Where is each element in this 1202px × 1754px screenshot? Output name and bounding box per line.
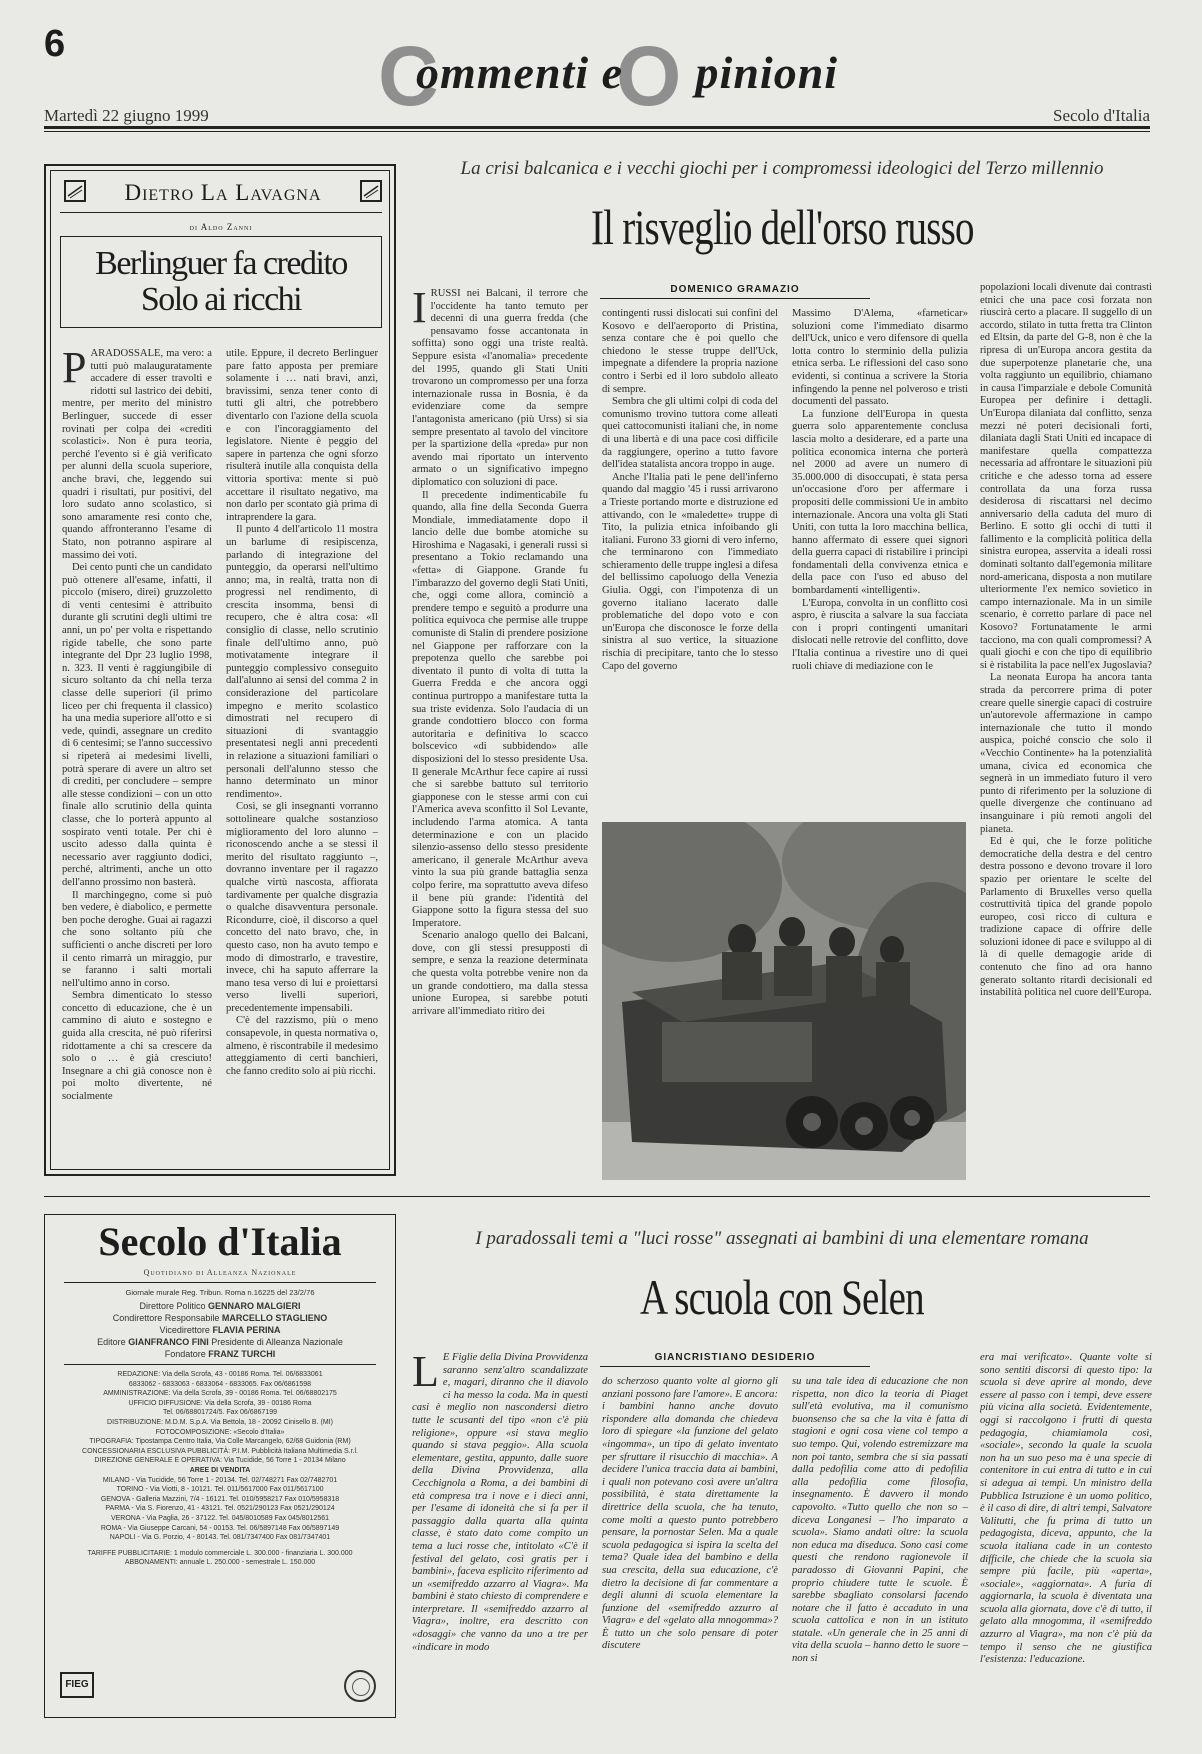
bottom-text-col2: do scherzoso quanto volte al giorno gli anziani possono fare l'amore». E ancora: i bambini hanno anche dovuto rispondere alla domanda che chiedeva loro di spiegare «la funzione del gelato «ingomma», un tipo di gelato inventato per sfruttare il risucchio di macchia». A decidere l'unica traccia data ai bambini, i quali non potevano così avere un'altra possibilità, è stata direttamente la direttrice della scuola, che ha tenuto, come molti a questo punto potrebbero pensare, la pornostar Selen. Ma a quale scuola pedagogica si ispira la scelta del tema? Quale idea del bambino e della sua crescita, della sua educazione, c'è dietro la decisione di far commentare a degli alunni di scuola elementare la funzione del «semifreddo azzurro al Viagra» e del «gelato alla mnogomma»? È tutto un che solo pensare di poter discutere: [602, 1376, 778, 1652]
main-byline-rule: [600, 298, 870, 299]
main-text-col2: contingenti russi dislocati sui confini del Kosovo e dell'aeroporto di Pristina, senza contare che è poi quello che chiedono le stesse truppe dell'Uck, impegnate a difendere la propria nazione contro i Serbi ed il loro subdolo alleato di sempre. Sembra che gli ultimi colpi di coda del comunismo trovino tuttora come alleati quei cattocomunisti italiani che, in nome di una libertà e di una pace così difficile da raggiungere, operino a tutto favore dell'idea statalista ancora troppo in auge. Anche l'Italia patì le pene dell'inferno quando dal maggio '45 i russi arrivarono a Trieste portando morte e distruzione ed attivando, con le «maledette» truppe di Tito, la pulizia etnica infoibando gli italiani. Furono 33 giorni di vero inferno, che terminarono con l'immediato schieramento delle truppe inglesi a difesa del bellissimo capoluogo della Venezia Giulia. Oggi, con l'impotenza di un governo italiano lacerato dalle problematiche del dopo voto e con un'Europa che disconosce le forze della sinistra al suo vertice, la situazione rischia di precipitare, tanto che lo stesso Capo del governo: [602, 308, 778, 672]
role-line: Condirettore Responsabile MARCELLO STAGLIENO: [112, 1313, 328, 1323]
main-text-col3: Massimo D'Alema, «farneticar» soluzioni come l'immediato disarmo dell'Uck, unico e vero difensore di quella lotta contro lo sterminio della pulizia etnica serba. Le riflessioni del caso sono evidenti, si continua a scrivere la Storia infingendo la penne nel polveroso e tristi documenti del passato. La funzione dell'Europa in questa guerra solo apparentemente conclusa lascia molto a desiderare, ed a parte una politica economica interna che porterà nel 2000 ad avere un numero di 35.000.000 di disoccupati, è stata persa un'occasione d'oro per affermare i propositi delle commissioni Ue in ambito internazionale. Ancora una volta gli Stati Uniti, con tutta la loro macchina bellica, hanno affermato di essere quei signori della guerra capaci di ristabilire i principi fondamentali della convivenza etnica e della pace con l'uso ed abuso del bombardamenti «intelligenti». L'Europa, convolta in un conflitto così aspro, è riuscita a salvare la sua facciata con i propri contingenti umanitari dislocati nelle retrovie del conflitto, dove l'Italia continua a rivestire uno di quei ruoli chiave di mediazione con le: [792, 308, 968, 672]
bottom-dropcap: L: [412, 1352, 439, 1396]
rubric-rule: [60, 212, 382, 213]
bottom-byline: GIANCRISTIANO DESIDERIO: [654, 1352, 816, 1363]
role-line: Vicedirettore FLAVIA PERINA: [159, 1325, 281, 1335]
column-byline: di Aldo Zanni: [189, 222, 253, 232]
header-rule-thin: [44, 131, 1150, 132]
column-text-col2: utile. Eppure, il decreto Berlinguer pare fatto apposta per premiare solamente i … nati bravi, anzi, bravissimi, senza tener conto di tutti gli altri, che potrebbero diventarlo con l'azione della scuola e con l'incoraggiamento del legislatore. Niente è peggio del sapere in partenza che ogni sforzo risulterà inutile alla conquista della vittoria sportiva: mente si può accettare il risultato negativo, ma non darlo per scontato già prima di intraprendere la gara. Il punto 4 dell'articolo 11 mostra un barlume di resipiscenza, parlando di integrazione del punteggio, da operarsi nell'ultimo anno; ma, in realtà, tratta non di progressi nel rendimento, di crescita insomma, bensì di recupero, che è altra cosa: «Il consiglio di classe, nello scrutinio finale dell'ultimo anno, può motivatamente integrare il punteggio complessivo conseguito dall'alunno ai sensi del comma 2 in considerazione del particolare impegno e merito scolastico dimostrati nel recupero di situazioni di svantaggio presentatesi negli anni precedenti in relazione a situazioni familiari o personali dell'alunno stesso che hanno determinato un minor rendimento». Così, se gli insegnanti vorranno sottolineare qualche sostanzioso miglioramento del loro alunno – riconoscendo anche a se stessi il merito del risultato raggiunto –, dovranno inventare per il ragazzo qualche virtù nascosta, affiorata tardivamente per qualche disgrazia o qualche disavventura personale. Ricondurre, cioè, il discorso a quel concetto del nato bravo, che, in questo caso, non ha avuto tempo e modo di dimostrarlo, e travestire, invece, chi ha saputo afferrare la mano tesa verso di lui e proiettarsi verso livelli superiori, precedentemente impensabili. C'è del razzismo, più o meno consapevole, in questa normativa o, almeno, è riscontrabile il medesimo atteggiamento di certi banchieri, che fanno credito solo ai più ricchi.: [226, 348, 378, 1077]
masthead-roles: [44, 1300, 396, 1360]
header-rule: [44, 126, 1150, 129]
fieg-logo: FIEG: [60, 1672, 94, 1698]
section-title: [378, 29, 839, 123]
main-photo: [602, 822, 966, 1180]
masthead-rule-2: [64, 1364, 376, 1365]
bottom-title: A scuola con Selen: [640, 1269, 924, 1325]
rubric-left-icon: [64, 180, 86, 202]
section-separator: [44, 1196, 1150, 1197]
masthead-seal: [344, 1670, 376, 1702]
role-line: Editore GIANFRANCO FINI Presidente di Alleanza Nazionale: [97, 1337, 343, 1347]
bottom-text-col3: su una tale idea di educazione che non rispetta, non dico la teoria di Piaget sull'età evolutiva, ma il comunismo buonsenso che sa che la vita è fatta di stagioni e ogni cosa viene col tempo a suo tempo. Qui, volendo estremizzare ma non poi tanto, sembra che si sia passati dalla pedofilia come atto di pedofilia alla pedofilia come filosofia, insegnamento. È davvero il mondo capovolto. «Tutto quello che non so – diceva Longanesi – l'ho imparato a scuola». Siamo andati oltre: la scuola non educa ma diseduca. Sono casi come questi che rendono ragionevole il paradosso di Giovanni Papini, che proprio chiudere tutte le scuole. È sarebbe sbagliato consolarsi facendo notare che il fatto è accaduto in una scuola cattolica e non in un istituto statale. «Un generale che in 25 anni di vita della scuola – hanno detto le suore – non si: [792, 1376, 968, 1665]
bottom-text-col4: era mai verificato». Quante volte si sono sentiti discorsi di questo tipo: la scuola si deve aprire al mondo, deve essere al passo con i tempi, deve essere più vicina alla società. Evidentemente, oggi si raccolgono i frutti di questa pedagogia, chiamiamola così, «sociale», secondo la quale la scuola non ha un suo peso ma è una specie di contenitore in cui entra di tutto e in cui si adegua ai tempi. Un ministro della Pubblica Istruzione è un uomo politico, è il caso di dire, di altri tempi, Salvatore Valitutti, che fu prima di tutto un pedagogista, diceva, appunto, che la scuola italiana cade in un contesto difficile, che chiede che la scuola sia sempre più facile, più «aperta», «sociale», «aggiornata». A furia di aggiornarla, la scuola è diventata una scuola alla giornata, dove c'è di tutto, il gelato alla mnogomma, il «semifreddo azzurro al Viagra», ma non c'è più da tempo il senso che ne giustifica l'esistenza: l'educazione.: [980, 1352, 1152, 1666]
masthead-registration: Giornale murale Reg. Tribun. Roma n.16225 del 23/2/76: [125, 1288, 315, 1297]
issue-date: Martedì 22 giugno 1999: [44, 106, 209, 125]
masthead-title: Secolo d'Italia: [98, 1219, 342, 1264]
column-title-line-1: Berlinguer fa credito: [95, 245, 347, 282]
main-kicker: La crisi balcanica e i vecchi giochi per i compromessi ideologici del Terzo millennio: [460, 158, 1104, 179]
main-text-col1: I RUSSI nei Balcani, il terrore che l'occidente ha tanto temuto per decenni di una guerra fredda (che pensavamo fosse accantonata in soffitta) sono oggi una triste realtà. Seppure esista «l'anomalia» precedente del 1995, quando gli Stati Uniti trovarono un compromesso per una forza internazionale russa in Bosnia, è da evidenziare come da sempre l'antagonista americano (più Urss) si sia sempre presentato al tavolo del vincitore per la spartizione della «preda» pur non avendo mai riportato un intervento armato o un significativo impegno diplomatico con soluzioni di pace. Il precedente indimenticabile fu quando, alla fine della Seconda Guerra Mondiale, immediatamente dopo il lancio delle due bombe atomiche su Hiroshima e Nagasaki, i generali russi si presentano a Tokio reclamando una «fetta» di Giappone. Grande fu l'imbarazzo del governo degli Stati Uniti, che, oggi come allora, cominciò a prendere tempo e seguitò a produrre una politica equivoca che permise alle truppe comuniste di Stalin di prendere posizione nel Giappone per rafforzare con la prepotenza quello che sarebbe poi diventato il punto di volta di tutta la Guerra Fredda e che ancora oggi continua purtroppo a manifestare tutta la sua triste evidenza. Solo l'audacia di un grande condottiero blocco con forma autoritaria e definitiva lo scacco bolscevico «di subbidendo» alle disposizioni del lo stesso presidente Usa. Il generale McArthur fece capire ai russi che si sarebbe battuto sul territorio giapponese con le stesse armi con cui l'America aveva sconfitto il Sol Levante, includendo l'arma atomica. A tanta determinazione e con un placido silenzio-assenso dello stesso presidente americano, il generale McArthur aveva vinto la sua più grande battaglia senza colpo ferire, ma soprattutto aveva difeso il bene più grande: l'identità del Giappone sotto la figura stessa del suo Imperatore. Scenario analogo quello dei Balcani, dove, con gli stessi presupposti di sempre, e senza la reazione determinata che questa volta potrebbe venire non da un grande condottiero, ma dalla stessa unione Europea, si sarebbe potuti arrivare all'immediato ritiro dei: [412, 288, 588, 1017]
main-text-col4: popolazioni locali divenute dai contrasti etnici che una pace così forzata non riuscirà certo a placare. Il suggello di un accordo, stilato in tutta fretta tra Clinton ed Eltsin, da parte del G-8, non è che la ripresa di un'Europa ancora gestita da due superpotenze planetarie che, una volta raggiunto un equilibrio, chiamano in causa l'imparziale e debole Comunità Europea per definire i dettagli. Un'Europa dilaniata dal conflitto, senza mezzi né poteri decisionali forti, dilaniata dagli Stati Uniti ed incapace di manifestare quella compattezza necessaria ad affrontare le situazioni più critiche e che adesso torna ad essere controllata da una forza russa desiderosa di riscattarsi nel decimo anniversario della caduta del muro di Berlino. E sotto gli occhi di tutti il fallimento e la complicità politica della sinistra europea, asservita a ideali rossi dominati soltanto dall'egemonia militare nord-americana, disposta a non mutilare ulteriormente l'ex nemico sovietico in campo internazionale. Ma in un simile scenario, è corretto parlare di pace nel Kosovo? Fortunatamente le armi tacciono, ma con quali compromessi? A quali giochi e con che tipo di equilibrio si è ristabilita la pace nell'ex Jugoslavia? La neonata Europa ha ancora tanta strada da percorrere prima di poter creare quelle sinergie capaci di costruire un'autorevole affermazione in campo internazionale che tutto il mondo auspica, poiché conscio che solo il «Vecchio Continente» ha la potenzialità umana, civica ed economica che segnerà in un immediato futuro il vero punto di riferimento per la soluzione di quelle divergenze che continuano ad insanguinare i più remoti angoli del pianeta. Ed è qui, che le forze politiche democratiche della destra e del centro destra possono e devono trovare il loro spazio per orientare le scelte del Parlamento di Bruxelles verso quella costruttività tipica del grande popolo europeo, così ricco di cultura e tradizione capace di offrire delle soluzioni idonee di pace e sviluppo al di là di quelle demagogie aride di contenuto che fino ad ora hanno generato soltanto ritardi decisionali ed instabilità politica nel cuore dell'Europa.: [980, 282, 1152, 999]
column-text-col1: P ARADOSSALE, ma vero: a tutti può malauguratamente accadere di esser travolti e ridotti sul lastrico dei debiti, mentre, per merito del ministro Berlinguer, succede di esser rovinati per colpa dei «crediti scolastici». Non è pura teoria, perché l'evento si è già verificato per alunni della scuola superiore, anche bravi, che, leggendo sui quadri i risultati, pur positivi, del loro sudato anno scolastico, si sono amaramente resi conto che, quando affronteranno l'esame di Stato, non potranno aspirare al massimo dei voti. Dei cento punti che un candidato può ottenere all'esame, infatti, il piccolo (misero, direi) gruzzoletto di venti centesimi è attribuito durante gli scrutini degli ultimi tre anni, un po' per volta e rispettando rigide tabelle, che sono parte integrante del Dpr 23 luglio 1998, n. 323. Il venti è raggiungibile di sicuro soltanto da chi nella terza classe delle superiori (il primo liceo per chi frequenta il classico) ha una media superiore all'otto e si vede, quindi, assegnare un credito di 6 centesimi; se l'anno successivo si ripeterà ai medesimi livelli, potrà sperare di avere un altro set di crediti, per concludere – sempre alle stesse condizioni – con un otto finale allo scrutinio della quinta classe, che lo porterà appunto al sospirato venti totale. Per chi è uscito adesso dalla quinta è necessario aver raggiunto dodici, perché, altrimenti, anche un otto dell'anno prossimo non basterà. Il marchingegno, come si può ben vedere, è diabolico, e permette ben poche deroghe. Guai ai ragazzi che sono soltanto più che sufficienti o anche discreti per loro il cento rimarrà un miraggio, pur se faranno i salti mortali nell'ultimo anno in corso. Sembra dimenticato lo stesso concetto di educazione, che è un cammino di aiuto e sostegno e guida alla crescita, né può riferirsi ridottamente a chi sa crescere da solo o … è già cresciuto! Insegnare a chi già conosce non è poi molto divertente, né socialmente: [62, 348, 212, 1103]
masthead-details: REDAZIONE: Via della Scrofa, 43 - 00186 Roma. Tel. 06/6833061 6833062 - 6833063 - 6833064 - 6833065. Fax 06/6861598 AMMINISTRAZIONE: Via della Scrofa, 39 - 00186 Roma. Tel. 06/68802175 UFFICIO DIFFUSIONE: Via della Scrofa, 39 - 00186 Roma Tel. 06/68801724/5. Fax 06/6867199 DISTRIBUZIONE: M.D.M. S.p.A. Via Bettola, 18 - 20092 Cinisello B. (MI) FOTOCOMPOSIZIONE: «Secolo d'Italia» TIPOGRAFIA: Tipostampa Centro Italia, Via Colle Marcangelo, 62/68 Guidonia (RM) CONCESSIONARIA ESCLUSIVA PUBBLICITÀ: P.I.M. Pubblicità Italiana Multimedia S.r.l. DIREZIONE GENERALE E OPERATIVA: Via Tucidide, 56 Torre 1 - 20134 Milano AREE DI VENDITA MILANO - Via Tucidide, 56 Torre 1 - 20134. Tel. 02/748271 Fax 02/7482701 TORINO - Via Viotti, 8 - 10121. Tel. 011/5617000 Fax 011/5617100 GENOVA - Galleria Mazzini, 7/4 - 16121. Tel. 010/5958217 Fax 010/5958318 PARMA - Via S. Fiorenzo, 41 - 43121. Tel. 0521/290123 Fax 0521/290124 VERONA - Via Paglia, 26 - 37122. Tel. 045/8010589 Fax 045/8012561 ROMA - Via Giuseppe Carcani, 54 - 00153. Tel. 06/5897148 Fax 06/5897149 NAPOLI - Via G. Porzio, 4 - 80143. Tel. 081/7347400 Fax 081/7347401 TARIFFE PUBBLICITARIE: 1 modulo commerciale L. 300.000 - finanziaria L. 300.000 ABBONAMENTI: annuale L. 250.000 - semestrale L. 150.000: [82, 1371, 358, 1567]
main-byline: DOMENICO GRAMAZIO: [670, 284, 800, 295]
bottom-byline-rule: [600, 1366, 870, 1367]
header-newspaper-name: Secolo d'Italia: [1052, 106, 1150, 125]
initial-c: C: [378, 29, 439, 123]
role-line: Fondatore FRANZ TURCHI: [164, 1349, 276, 1359]
page-number: 6: [44, 23, 66, 65]
column-dropcap: P: [62, 348, 87, 392]
bottom-kicker: I paradossali temi a "luci rosse" assegnati ai bambini di una elementare romana: [475, 1228, 1089, 1249]
rubric-right-icon: [360, 180, 382, 202]
masthead-subtitle: Quotidiano di Alleanza Nazionale: [143, 1268, 297, 1277]
bottom-text-col1: L E Figlie della Divina Provvidenza saranno senz'altro scandalizzate e, magari, diranno che il diavolo ci ha messo la coda. Ma in questi casi è meglio non nascondersi dietro tutte le scusanti del tipo «non c'è più religione», oppure «si stava meglio quando si stava peggio». Alla scuola elementare, gestita, appunto, dalle suore della Divina Provvidenza, alla Cecchignola a Roma, a dei bambini di età compresa tra i nove e i dieci anni, per l'esame di idoneità che si fa per il passaggio dalla quarta alla quinta classe, è stato dato come compito un tema a luci rosse che, intitolato «C'è il festival del gelato, così gratis per i bambini», faceva esplicito riferimento ad un «semifreddo azzarro al Viagra». Ma bambini è stato chiesto di comprendere e interpretare. Il «semifreddo azzarro al Viagra», inoltre, era descritto con «dosaggi» che vanno da uno a tre per «indicare in modo: [412, 1352, 588, 1653]
initial-o: O: [616, 29, 682, 123]
column-title-line-2: Solo ai ricchi: [140, 281, 302, 318]
masthead-rule: [64, 1282, 376, 1283]
main-title: Il risveglio dell'orso russo: [590, 199, 974, 255]
role-line: Direttore Politico GENNARO MALGIERI: [139, 1301, 301, 1311]
rubric-title: Dietro La Lavagna: [124, 180, 322, 205]
section-title-text: ommenti e pinioni: [416, 47, 839, 98]
main-dropcap: I: [412, 288, 427, 332]
